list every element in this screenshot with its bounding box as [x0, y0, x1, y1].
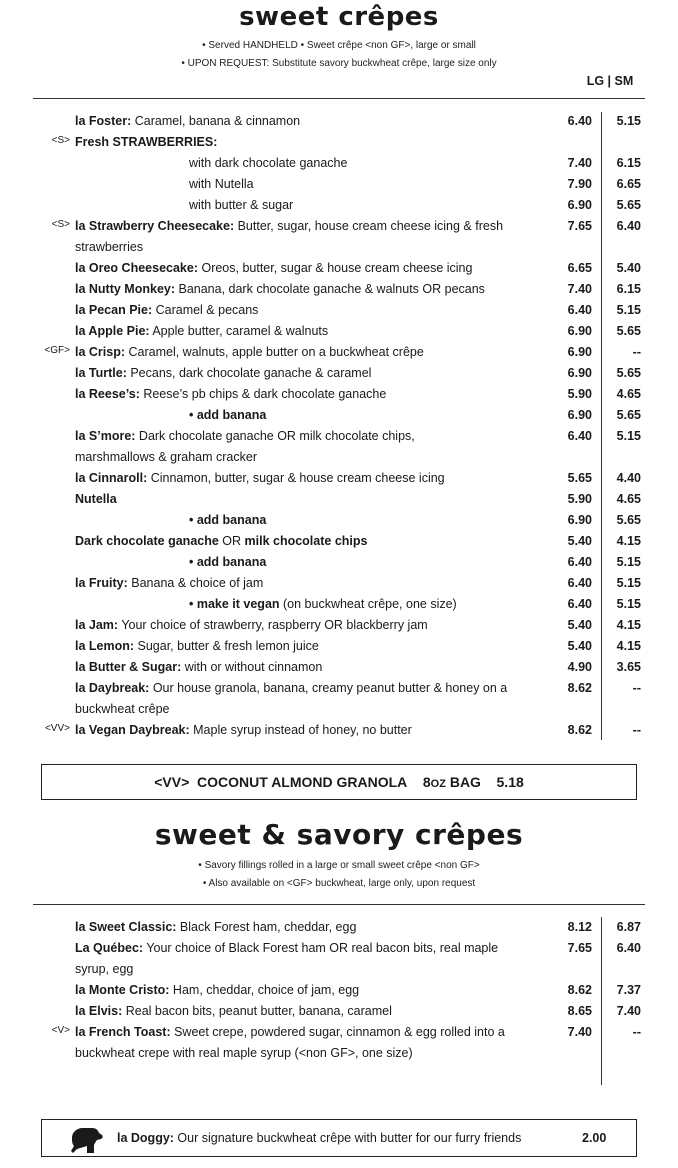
price-small: 4.15: [616, 639, 641, 653]
menu-item-fresh-strawberries: [0, 132, 678, 153]
item-name: la Jam:: [75, 618, 119, 632]
granola-name: COCONUT ALMOND GRANOLA: [197, 774, 408, 790]
price-small: 6.40: [616, 219, 641, 233]
item-desc: with dark chocolate ganache: [189, 156, 348, 170]
price-small: 5.65: [616, 366, 641, 380]
dietary-tag: <S>: [51, 135, 70, 146]
price-large: 6.90: [567, 366, 592, 380]
price-large: 7.90: [567, 177, 592, 191]
menu-item-nutty-monkey: [0, 279, 678, 300]
item-name: la Fruity:: [75, 576, 128, 590]
dietary-tag: <V>: [51, 1025, 70, 1036]
dog-icon: [70, 1124, 104, 1154]
price-large: 6.90: [567, 345, 592, 359]
menu-item-la-smore: [0, 426, 678, 468]
price-small: 5.15: [616, 576, 641, 590]
granola-callout: [41, 764, 637, 800]
price-small: 4.65: [616, 492, 641, 506]
item-name: la Elvis:: [75, 1004, 123, 1018]
price-small: 6.40: [616, 941, 641, 955]
price-small: 7.40: [616, 1004, 641, 1018]
menu-item-la-fruity: [0, 573, 678, 594]
item-name: la Apple Pie:: [75, 324, 150, 338]
item-desc: Banana & choice of jam: [127, 576, 264, 590]
dietary-tag: <VV>: [44, 723, 70, 734]
price-small: 5.65: [616, 198, 641, 212]
item-name: la Foster:: [75, 114, 132, 128]
menu-item-la-daybreak: [0, 678, 678, 720]
granola-price: 5.18: [496, 774, 524, 790]
price-small: 5.40: [616, 261, 641, 275]
item-desc: Real bacon bits, peanut butter, banana, caramel: [122, 1004, 392, 1018]
menu-addon-make-vegan: [0, 594, 678, 615]
item-name: la Turtle:: [75, 366, 127, 380]
item-desc: Our house granola, banana, creamy peanut butter & honey on a buckwheat crêpe: [75, 681, 508, 716]
section-note: • Also available on <GF> buckwheat, large only, upon request: [202, 878, 476, 889]
price-large: 6.65: [567, 261, 592, 275]
item-name: Dark chocolate ganache: [75, 534, 219, 548]
item-desc: Maple syrup instead of honey, no butter: [189, 723, 412, 737]
item-desc: Ham, cheddar, choice of jam, egg: [169, 983, 360, 997]
granola-size: 8: [422, 774, 431, 790]
price-small: 5.15: [616, 114, 641, 128]
item-desc: Banana, dark chocolate ganache & walnuts OR pecans: [175, 282, 485, 296]
item-name: la Oreo Cheesecake:: [75, 261, 198, 275]
section-note: • Savory fillings rolled in a large or small sweet crêpe <non GF>: [198, 860, 480, 871]
price-large: 5.90: [567, 492, 592, 506]
addon-name: • add banana: [189, 408, 267, 422]
price-small: 5.65: [616, 513, 641, 527]
price-small: 5.15: [616, 597, 641, 611]
menu-item-la-reeses: [0, 384, 678, 405]
item-desc: Reese’s pb chips & dark chocolate ganache: [139, 387, 387, 401]
item-desc: Dark chocolate ganache OR milk chocolate chips, marshmallows & graham cracker: [75, 429, 415, 464]
item-desc: Oreos, butter, sugar & house cream cheese icing: [198, 261, 473, 275]
item-name: la Sweet Classic:: [75, 920, 177, 934]
price-small: 4.15: [616, 618, 641, 632]
column-separator: |: [607, 74, 612, 88]
price-large: 6.90: [567, 408, 592, 422]
price-small: 4.40: [616, 471, 641, 485]
item-desc: Pecans, dark chocolate ganache & caramel: [126, 366, 372, 380]
price-large: 7.40: [567, 1025, 592, 1039]
menu-item-monte-cristo: [0, 980, 678, 1001]
price-large: 7.40: [567, 156, 592, 170]
price-small: 5.65: [616, 408, 641, 422]
menu-item-la-butter-sugar: [0, 657, 678, 678]
item-desc: with Nutella: [189, 177, 254, 191]
divider: [33, 98, 645, 99]
price-large: 6.40: [567, 303, 592, 317]
item-name: la S’more:: [75, 429, 136, 443]
addon-desc: (on buckwheat crêpe, one size): [279, 597, 457, 611]
menu-item-dark-chocolate: [0, 531, 678, 552]
menu-addon-add-banana: [0, 405, 678, 426]
item-desc: with butter & sugar: [189, 198, 294, 212]
price-small: 4.15: [616, 534, 641, 548]
item-desc: OR: [218, 534, 245, 548]
price-small: 3.65: [616, 660, 641, 674]
large-label: LG: [586, 74, 605, 88]
item-name: la Lemon:: [75, 639, 135, 653]
price-large: 6.90: [567, 324, 592, 338]
item-desc: Your choice of strawberry, raspberry OR blackberry jam: [118, 618, 428, 632]
price-large: 7.40: [567, 282, 592, 296]
addon-name: • make it vegan: [189, 597, 280, 611]
menu-item-oreo-cheesecake: [0, 258, 678, 279]
section-title-sweet-savory-crepes: sweet & savory crêpes: [154, 818, 524, 851]
price-large: 5.40: [567, 618, 592, 632]
price-large: 8.62: [567, 723, 592, 737]
size-column-header: [560, 74, 660, 88]
item-desc: Butter, sugar, house cream cheese icing & fresh strawberries: [75, 219, 504, 254]
menu-item-pecan-pie: [0, 300, 678, 321]
item-name: la Crisp:: [75, 345, 126, 359]
item-desc: Caramel, walnuts, apple butter on a buckwheat crêpe: [125, 345, 424, 359]
item-desc: Cinnamon, butter, sugar & house cream cheese icing: [147, 471, 445, 485]
item-name: la Nutty Monkey:: [75, 282, 176, 296]
item-desc: Sweet crepe, powdered sugar, cinnamon & egg rolled into a buckwheat crepe with real maple syrup (<non GF>, one size): [75, 1025, 505, 1060]
item-desc: Caramel, banana & cinnamon: [131, 114, 301, 128]
menu-addon-add-banana: [0, 510, 678, 531]
menu-item-la-foster: [0, 111, 678, 132]
menu-subitem: [0, 153, 678, 174]
doggy-price: 2.00: [582, 1131, 607, 1145]
item-name: La Québec:: [75, 941, 144, 955]
price-large: 6.90: [567, 513, 592, 527]
price-small: 6.15: [616, 282, 641, 296]
dietary-tag: <S>: [51, 219, 70, 230]
addon-name: • add banana: [189, 513, 267, 527]
menu-item-la-vegan-daybreak: [0, 720, 678, 741]
item-name: la Pecan Pie:: [75, 303, 153, 317]
small-label: SM: [614, 74, 634, 88]
price-large: 6.40: [567, 429, 592, 443]
menu-item-la-crisp: [0, 342, 678, 363]
item-desc: Sugar, butter & fresh lemon juice: [134, 639, 319, 653]
item-name: la Butter & Sugar:: [75, 660, 182, 674]
section-note: • UPON REQUEST: Substitute savory buckwheat crêpe, large size only: [181, 58, 497, 69]
price-large: 6.40: [567, 597, 592, 611]
price-large: 6.40: [567, 114, 592, 128]
price-small: 5.15: [616, 303, 641, 317]
item-name: la Monte Cristo:: [75, 983, 170, 997]
price-small: 6.15: [616, 156, 641, 170]
granola-bag: BAG: [449, 774, 481, 790]
price-small: --: [632, 345, 641, 359]
item-name: la Vegan Daybreak:: [75, 723, 190, 737]
item-name: la Cinnaroll:: [75, 471, 148, 485]
price-small: 5.65: [616, 324, 641, 338]
item-name: Nutella: [75, 492, 117, 506]
price-large: 8.65: [567, 1004, 592, 1018]
price-large: 4.90: [567, 660, 592, 674]
price-small: 4.65: [616, 387, 641, 401]
item-name: la French Toast:: [75, 1025, 171, 1039]
item-name: la Reese’s:: [75, 387, 140, 401]
price-small: 7.37: [616, 983, 641, 997]
doggy-desc: Our signature buckwheat crêpe with butter for our furry friends: [173, 1131, 522, 1145]
menu-item-la-jam: [0, 615, 678, 636]
price-large: 5.40: [567, 534, 592, 548]
granola-unit: OZ: [430, 778, 446, 790]
price-small: --: [632, 681, 641, 695]
price-small: 5.15: [616, 555, 641, 569]
price-large: 8.12: [567, 920, 592, 934]
item-desc: with or without cinnamon: [181, 660, 323, 674]
doggy-name: la Doggy:: [117, 1131, 174, 1145]
menu-addon-add-banana: [0, 552, 678, 573]
menu-item-sweet-classic: [0, 917, 678, 938]
price-small: --: [632, 723, 641, 737]
menu-item-la-quebec: [0, 938, 678, 980]
price-large: 7.65: [567, 219, 592, 233]
menu-subitem: [0, 174, 678, 195]
price-large: 8.62: [567, 681, 592, 695]
section-note: • Served HANDHELD • Sweet crêpe <non GF>, large or small: [202, 40, 476, 51]
menu-item-la-cinnaroll: [0, 468, 678, 489]
item-name-alt: milk chocolate chips: [244, 534, 368, 548]
menu-item-nutella: [0, 489, 678, 510]
menu-item-strawberry-cheesecake: [0, 216, 678, 258]
menu-item-la-turtle: [0, 363, 678, 384]
menu-item-apple-pie: [0, 321, 678, 342]
dietary-tag: <GF>: [44, 345, 70, 356]
item-desc: Caramel & pecans: [152, 303, 259, 317]
divider: [33, 904, 645, 905]
addon-name: • add banana: [189, 555, 267, 569]
item-desc: Apple butter, caramel & walnuts: [149, 324, 329, 338]
item-name: la Daybreak:: [75, 681, 150, 695]
price-small: 6.87: [616, 920, 641, 934]
price-large: 6.40: [567, 555, 592, 569]
price-large: 5.90: [567, 387, 592, 401]
price-small: 6.65: [616, 177, 641, 191]
item-desc: Black Forest ham, cheddar, egg: [176, 920, 357, 934]
menu-subitem: [0, 195, 678, 216]
dietary-tag: <VV>: [154, 774, 190, 790]
item-desc: Your choice of Black Forest ham OR real bacon bits, real maple syrup, egg: [75, 941, 499, 976]
menu-item-la-elvis: [0, 1001, 678, 1022]
menu-item-la-lemon: [0, 636, 678, 657]
price-large: 6.40: [567, 576, 592, 590]
price-small: 5.15: [616, 429, 641, 443]
price-large: 8.62: [567, 983, 592, 997]
item-name: la Strawberry Cheesecake:: [75, 219, 235, 233]
price-small: --: [632, 1025, 641, 1039]
price-large: 5.65: [567, 471, 592, 485]
price-large: 6.90: [567, 198, 592, 212]
item-name: Fresh STRAWBERRIES:: [75, 135, 218, 149]
price-large: 5.40: [567, 639, 592, 653]
menu-item-french-toast: [0, 1022, 678, 1064]
doggy-callout: [41, 1119, 637, 1157]
section-title-sweet-crepes: sweet crêpes: [239, 2, 439, 32]
price-large: 7.65: [567, 941, 592, 955]
